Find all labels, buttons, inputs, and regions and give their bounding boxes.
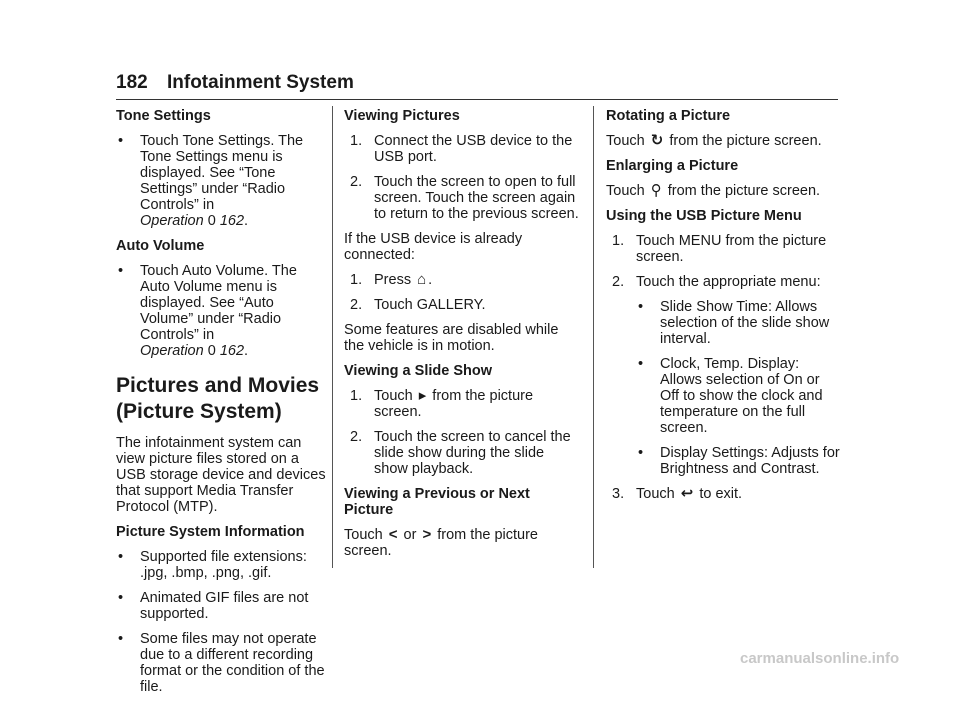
view-step-text: Touch the screen to open to full screen. Touch the screen again to return to the previous screen. xyxy=(374,174,579,222)
prev-next-heading: Viewing a Previous or Next Picture xyxy=(344,486,530,518)
info-bullet xyxy=(116,549,326,581)
bullet: • xyxy=(118,590,124,606)
bullet: • xyxy=(118,631,124,647)
step-number: 2. xyxy=(350,429,363,445)
bullet: • xyxy=(118,133,124,149)
view-step xyxy=(350,133,580,165)
info-bullet xyxy=(116,590,326,622)
page-ref-arrow: 0 xyxy=(207,213,216,229)
enlarging-heading: Enlarging a Picture xyxy=(606,158,739,174)
slideshow-icon: ▸ xyxy=(418,387,427,404)
slide-step xyxy=(350,388,580,420)
tone-settings-heading: Tone Settings xyxy=(116,108,211,124)
page-header xyxy=(116,71,838,100)
tone-settings-item: • Touch Tone Settings. The Tone Settings menu is displayed. See “Tone Settings” under “Radio Controls” in Operation 0 162. xyxy=(118,133,304,229)
press-label: Press xyxy=(374,272,412,288)
column-one xyxy=(116,108,326,704)
usb-menu-heading: Using the USB Picture Menu xyxy=(606,208,802,224)
slide-step-text: Touch the screen to cancel the slide show during the slide show playback. xyxy=(374,429,571,477)
connected-text: If the USB device is already connected: xyxy=(344,231,523,263)
menu-bullet xyxy=(636,356,842,436)
info-bullet-text: Some files may not operate due to a different recording format or the condition of the file. xyxy=(140,631,325,695)
menu-bullet-text: Display Settings: Adjusts for Brightness and Contrast. xyxy=(660,445,840,477)
rotating-text-a: Touch xyxy=(606,133,645,149)
back-icon: ↩ xyxy=(680,485,694,502)
picture-info-heading: Picture System Information xyxy=(116,524,305,540)
press-home-step: 1. Press ⌂ . xyxy=(350,271,433,288)
step-number: 1. xyxy=(350,272,363,288)
enlarging-text xyxy=(606,183,842,199)
view-step-text: Connect the USB device to the USB port. xyxy=(374,133,573,165)
step-number: 2. xyxy=(350,297,363,313)
bullet: • xyxy=(118,549,124,565)
slide-step xyxy=(350,429,580,477)
tone-ref-word: Operation xyxy=(140,213,204,229)
auto-volume-heading: Auto Volume xyxy=(116,238,205,254)
rotating-text-b: from the picture screen. xyxy=(669,133,822,149)
section-title-line-2: (Picture System) xyxy=(116,400,282,423)
bullet: • xyxy=(638,299,644,315)
home-icon: ⌂ xyxy=(417,271,427,288)
step-number: 2. xyxy=(612,274,625,290)
view-step xyxy=(350,174,580,222)
tone-settings-text: Touch Tone Settings. The Tone Settings menu is displayed. See “Tone Settings” under “Radio Controls” in xyxy=(140,133,304,213)
step-number: 1. xyxy=(350,388,363,404)
slide-step-text-a: Touch xyxy=(374,388,413,404)
menu-step xyxy=(612,274,842,290)
column-three xyxy=(606,108,842,511)
step-number: 2. xyxy=(350,174,363,190)
info-bullet-text: Supported file extensions: .jpg, .bmp, .png, .gif. xyxy=(140,549,307,581)
step-number: 1. xyxy=(612,233,625,249)
rotating-text xyxy=(606,133,842,149)
rotating-heading: Rotating a Picture xyxy=(606,108,731,124)
auto-volume-item: • Touch Auto Volume. The Auto Volume menu is displayed. See “Auto Volume” under “Radio Controls” in Operation 0 162. xyxy=(118,263,297,359)
bullet: • xyxy=(638,356,644,372)
intro-paragraph: The infotainment system can view picture files stored on a USB storage device and devices that support Media Transfer Protocol (MTP). xyxy=(116,435,326,515)
menu-bullet xyxy=(636,299,842,347)
prev-next-text xyxy=(344,527,580,559)
column-divider-left xyxy=(332,106,333,568)
menu-bullet xyxy=(636,445,842,477)
tone-ref-page[interactable]: 162 xyxy=(219,213,245,229)
prev-next-text-b: from the picture screen. xyxy=(344,527,539,559)
auto-ref-page[interactable]: 162 xyxy=(219,343,245,359)
prev-icon: < xyxy=(388,526,398,543)
menu-bullet-text: Clock, Temp. Display: Allows selection of On or Off to show the clock and temperature on the full screen. xyxy=(660,356,823,436)
section-title xyxy=(116,373,326,425)
menu-step-text: Touch MENU from the picture screen. xyxy=(636,233,827,265)
auto-volume-text: Touch Auto Volume. The Auto Volume menu is displayed. See “Auto Volume” under “Radio Controls” in xyxy=(140,263,297,343)
enlarging-text-a: Touch xyxy=(606,183,645,199)
bullet: • xyxy=(118,263,124,279)
auto-ref-word: Operation xyxy=(140,343,204,359)
zoom-icon: ⚲ xyxy=(650,182,662,199)
rotate-icon: ↻ xyxy=(650,132,664,149)
prev-next-text-a: Touch xyxy=(344,527,383,543)
page-number: 182 xyxy=(116,72,148,93)
prev-next-or: or xyxy=(403,527,417,543)
next-icon: > xyxy=(422,526,432,543)
menu-step xyxy=(612,233,842,265)
column-two xyxy=(344,108,580,568)
menu-step-text-b: to exit. xyxy=(699,486,743,502)
step-number: 3. xyxy=(612,486,625,502)
watermark: carmanualsonline.info xyxy=(740,650,900,667)
gallery-step-text: Touch GALLERY. xyxy=(374,297,486,313)
menu-step-text-a: Touch xyxy=(636,486,675,502)
slide-show-heading: Viewing a Slide Show xyxy=(344,363,492,379)
gallery-step xyxy=(350,297,580,313)
menu-bullet-text: Slide Show Time: Allows selection of the slide show interval. xyxy=(660,299,830,347)
slide-step-text-b: from the picture screen. xyxy=(374,388,534,420)
menu-step-text: Touch the appropriate menu: xyxy=(636,274,821,290)
step-number: 1. xyxy=(350,133,363,149)
info-bullet-text: Animated GIF files are not supported. xyxy=(140,590,309,622)
enlarging-text-b: from the picture screen. xyxy=(667,183,821,199)
bullet: • xyxy=(638,445,644,461)
section-title-line-1: Pictures and Movies xyxy=(116,374,320,397)
disabled-text: Some features are disabled while the vehicle is in motion. xyxy=(344,322,559,354)
info-bullet xyxy=(116,631,326,695)
page-ref-arrow: 0 xyxy=(207,343,216,359)
page-title: Infotainment System xyxy=(166,72,354,93)
viewing-pictures-heading: Viewing Pictures xyxy=(344,108,460,124)
menu-step xyxy=(612,486,842,502)
column-divider-right xyxy=(593,106,594,568)
